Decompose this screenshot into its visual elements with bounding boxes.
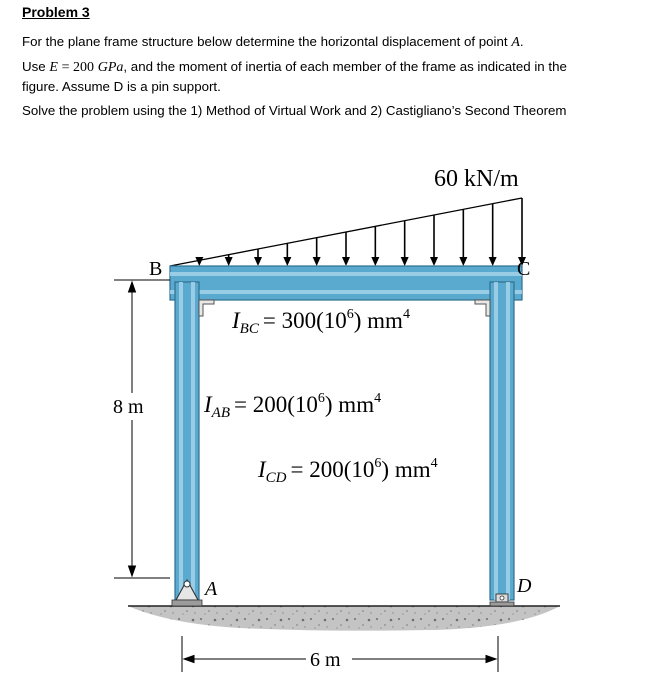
problem-support-note: figure. Assume D is a pin support. [22,79,221,94]
load-label: 60 kN/m [434,166,519,192]
column-cd [490,282,514,600]
load-arrow-head [401,257,409,266]
ground [128,606,560,631]
load-arrow-head [283,257,291,266]
width-dimension-label: 6 m [310,649,341,671]
load-arrow-head [459,257,467,266]
problem-title: Problem 3 [22,4,90,20]
node-a-label: A [205,578,218,600]
load-arrow-head [313,257,321,266]
distributed-load [170,198,526,266]
problem-methods: Solve the problem using the 1) Method of Virtual Work and 2) Castigliano’s Second Theorem [22,103,567,118]
inertia-bc-label: $I_{BC} = 300(10^6)$ $mm^4$ [232,307,410,337]
load-arrow-head [254,257,262,266]
height-dimension-label: 8 m [113,396,144,418]
load-arrow-head [430,257,438,266]
load-arrow-head [225,257,233,266]
load-arrow-head [489,257,497,266]
column-ab [175,282,199,600]
beam-bc [170,266,522,300]
dimension-height [114,280,170,578]
load-arrow-head [342,257,350,266]
inertia-cd-label: $I_{CD} = 200(10^6)$ $mm^4$ [258,456,438,486]
node-d-label: D [517,575,532,597]
problem-material: Use E = 200 GPa, and the moment of inertia of each member of the frame as indicated in the [22,59,567,75]
node-c-label: C [517,258,531,280]
load-arrow-head [371,257,379,266]
problem-statement: For the plane frame structure below determine the horizontal displacement of point A. [22,34,524,50]
load-arrows [195,198,526,266]
inertia-ab-label: $I_{AB} = 200(10^6)$ $mm^4$ [204,391,382,421]
node-b-label: B [149,258,163,280]
